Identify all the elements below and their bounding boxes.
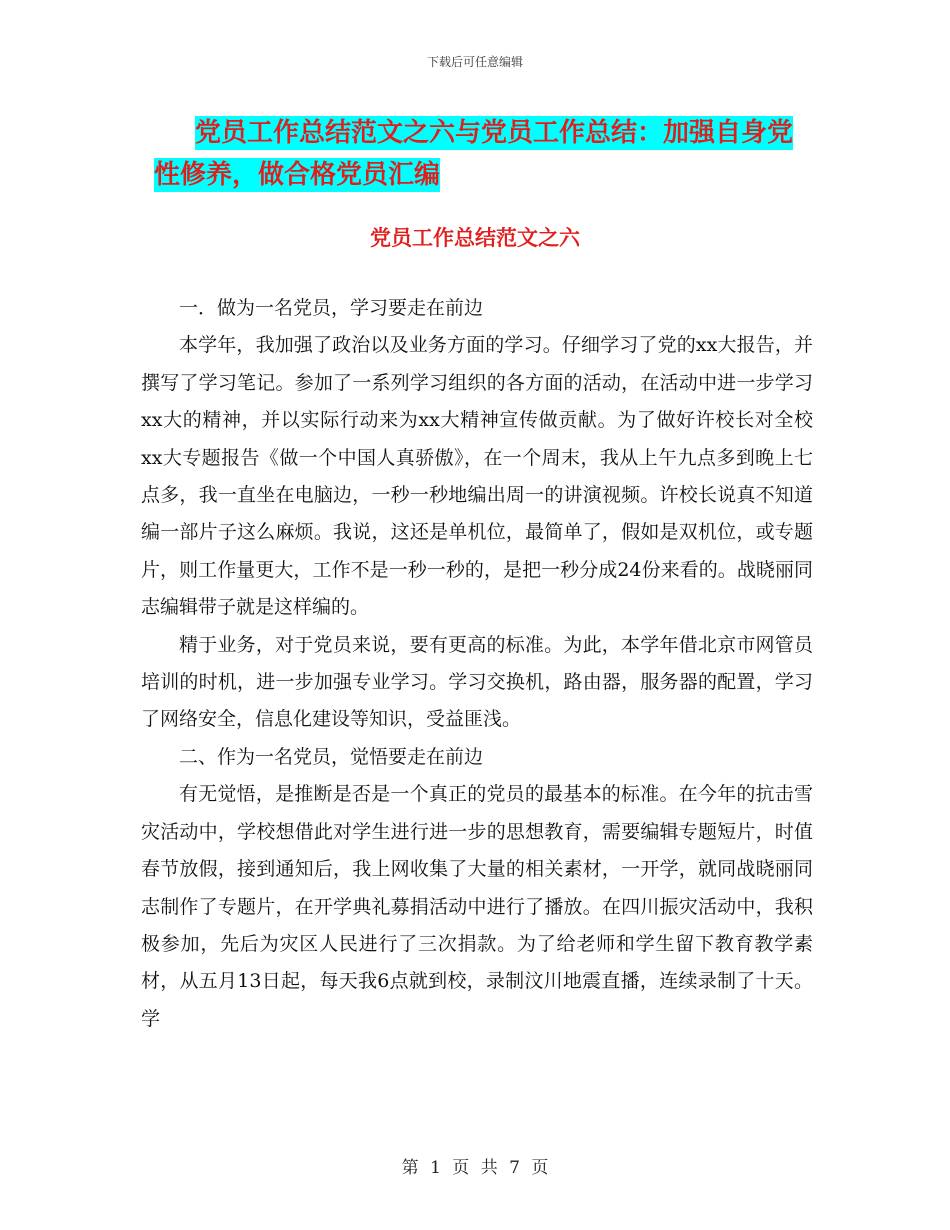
paragraph: 二、作为一名党员，觉悟要走在前边 xyxy=(179,745,484,768)
body-text xyxy=(141,290,813,1038)
title-line-2: 性修养，做合格党员汇编 xyxy=(154,160,441,190)
paragraph: 本学年，我加强了政治以及业务方面的学习。仔细学习了党的xx大报告，并撰写了学习笔记。参加了一系列学习组织的各方面的活动，在活动中进一步学习xx大的精神，并以实际行动来为xx大精神宣传做贡献。为了做好许校长对全校xx大专题报告《做一个中国人真骄傲》，在一个周末，我从上午九点多到晚上七点多，我一直坐在电脑边，一秒一秒地编出周一的讲演视频。许校长说真不知道编一部片子这么麻烦。我说，这还是单机位，最简单了，假如是双机位，或专题片，则工作量更大，工作不是一秒一秒的，是把一秒分成24份来看的。战晓丽同志编辑带子就是这样编的。 xyxy=(141,334,813,619)
paragraph: 一．做为一名党员，学习要走在前边 xyxy=(179,297,484,319)
paragraph: 有无觉悟，是推断是否是一个真正的党员的最基本的标准。在今年的抗击雪灾活动中，学校想借此对学生进行进一步的思想教育，需要编辑专题短片，时值春节放假，接到通知后，我上网收集了大量的相关素材，一开学，就同战晓丽同志制作了专题片，在开学典礼募捐活动中进行了播放。在四川振灾活动中，我积极参加，先后为灾区人民进行了三次捐款。为了给老师和学生留下教育教学素材，从五月13日起，每天我6点就到校，录制汶川地震直播，连续录制了十天。学 xyxy=(141,783,813,1030)
document-title xyxy=(140,112,820,196)
page-number: 第 1 页 共 7 页 xyxy=(401,1158,549,1178)
header-note: 下载后可任意编辑 xyxy=(426,55,523,69)
paragraph: 精于业务，对于党员来说，要有更高的标准。为此，本学年借北京市网管员培训的时机，进一步加强专业学习。学习交换机，路由器，服务器的配置，学习了网络安全，信息化建设等知识，受益匪浅。 xyxy=(141,633,813,731)
title-line-1: 党员工作总结范文之六与党员工作总结：加强自身党 xyxy=(195,118,794,148)
section-title: 党员工作总结范文之六 xyxy=(370,226,580,250)
